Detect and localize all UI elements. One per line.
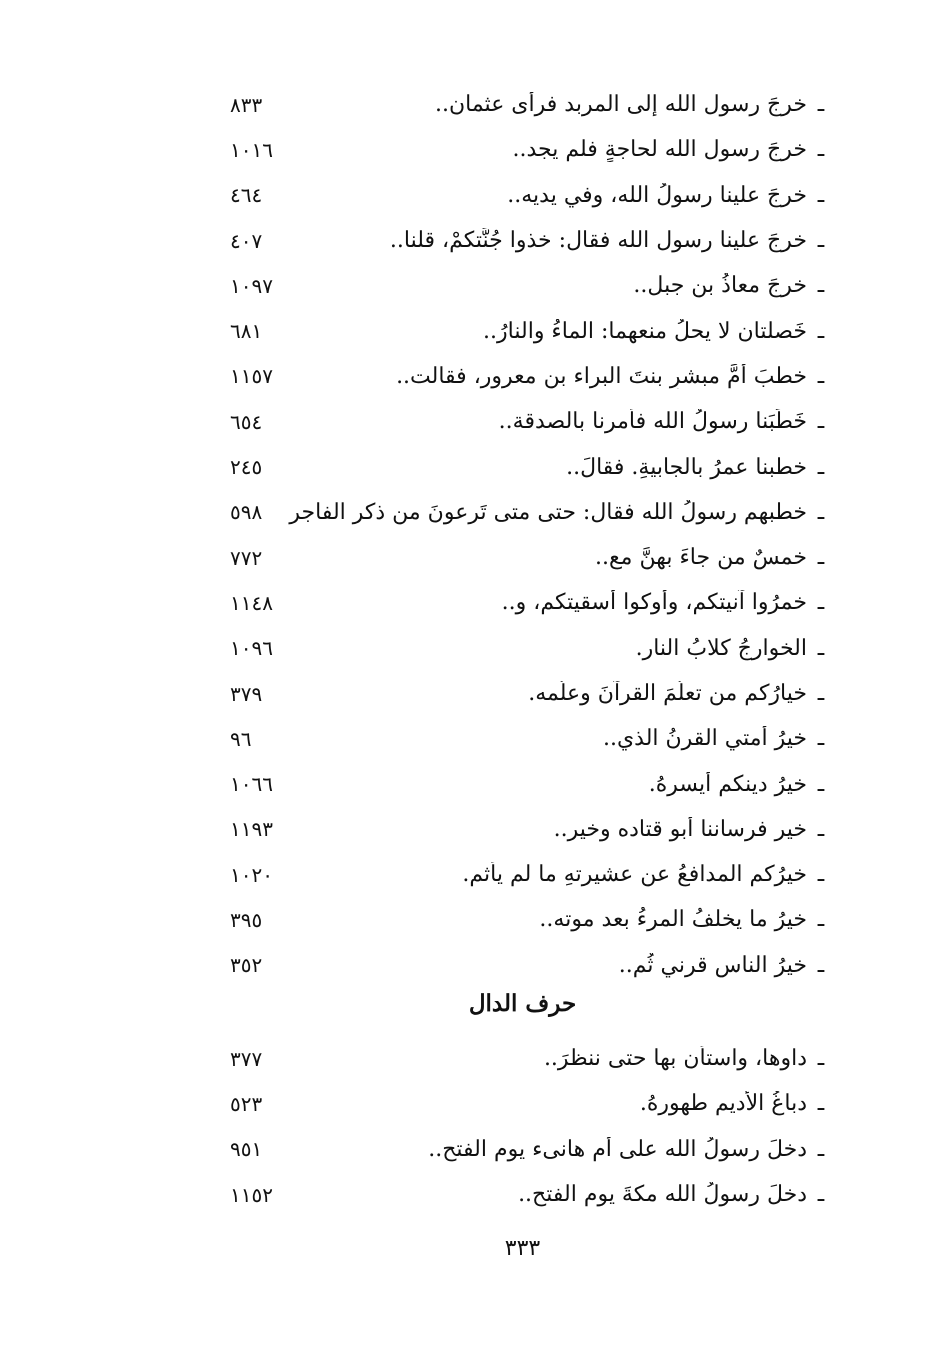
entry-page-number: ٥٩٨ (230, 500, 263, 525)
index-entry (230, 897, 835, 942)
entry-page-number: ٣٩٥ (230, 907, 263, 932)
entry-dash: ـ (817, 635, 825, 661)
index-entry (230, 490, 835, 535)
entry-page-number: ١٠١٦ (230, 137, 273, 162)
entry-page-number: ٨٣٣ (230, 92, 263, 117)
entry-dash: ـ (817, 409, 825, 435)
page-number: ٣٣٣ (504, 1236, 541, 1261)
index-entry (230, 444, 835, 489)
index-entry (230, 716, 835, 761)
entry-page-number: ٩٦ (230, 726, 252, 751)
entry-page-number: ٢٤٥ (230, 455, 263, 480)
entry-dash: ـ (817, 862, 825, 888)
index-entry (230, 263, 835, 308)
entry-dash: ـ (817, 273, 825, 299)
entry-page-number: ٥٢٣ (230, 1091, 263, 1116)
entry-dash: ـ (817, 771, 825, 797)
entry-dash: ـ (817, 816, 825, 842)
index-entry (230, 761, 835, 806)
entry-text: خرجَ علينا رسول الله فقال: خذوا جُنَّتكمْ، قلنا.. (389, 228, 807, 254)
entry-page-number: ١١٥٢ (230, 1182, 273, 1207)
entry-dash: ـ (817, 318, 825, 344)
entry-dash: ـ (817, 1091, 825, 1117)
entry-dash: ـ (817, 907, 825, 933)
entry-text: خمرُوا آنيتكم، وأوكوا أسقيتكم، و.. (501, 590, 807, 616)
entry-dash: ـ (817, 363, 825, 389)
section-title: حرف الدال (468, 990, 577, 1017)
entry-page-number: ١١٥٧ (230, 364, 273, 389)
entry-page-number: ٧٧٢ (230, 545, 263, 570)
entry-dash: ـ (817, 1046, 825, 1072)
index-entry (230, 127, 835, 172)
entry-dash: ـ (817, 952, 825, 978)
entry-page-number: ٦٨١ (230, 319, 263, 344)
entry-dash: ـ (817, 228, 825, 254)
entry-text: خرجَ معاذُ بن جبل.. (633, 273, 807, 299)
entry-text: داوها، واستأن بها حتى ننظرَ.. (543, 1046, 807, 1072)
index-entry (230, 580, 835, 625)
entry-dash: ـ (817, 182, 825, 208)
index-entry (230, 535, 835, 580)
index-entry (230, 399, 835, 444)
entry-dash: ـ (817, 590, 825, 616)
entry-text: خيارُكم من تعلّمَ القرآنَ وعلّمه. (528, 681, 807, 706)
entry-page-number: ٩٥١ (230, 1137, 263, 1162)
entry-page-number: ١٠٩٦ (230, 636, 273, 661)
index-entry (230, 1127, 835, 1172)
index-entry (230, 1172, 835, 1217)
index-entry (230, 173, 835, 218)
entry-text: دباغُ الأديمِ طهورهُ. (639, 1091, 807, 1117)
entry-text: دخلَ رسولُ الله مكةَ يوم الفتحِ.. (518, 1182, 807, 1208)
entry-dash: ـ (817, 1182, 825, 1208)
entry-text: خير فرساننا أبو قتاده وخير.. (553, 816, 807, 842)
index-entry (230, 1036, 835, 1081)
entry-page-number: ٤٠٧ (230, 228, 263, 253)
entry-text: خمسٌ من جاءَ بهنَّ مع.. (594, 545, 807, 571)
index-entry (230, 671, 835, 716)
entry-text: دخلَ رسولُ الله على أمِ هانىء يوم الفتحِ.. (428, 1136, 807, 1162)
index-entry (230, 852, 835, 897)
index-entry (230, 626, 835, 671)
entry-text: الخوارجُ كلابُ النار. (635, 635, 807, 661)
entry-page-number: ١١٤٨ (230, 590, 273, 615)
entry-dash: ـ (817, 137, 825, 163)
entry-text: خيرُ أمتي القرنُ الذي.. (602, 726, 807, 752)
entry-dash: ـ (817, 681, 825, 706)
entry-page-number: ٦٥٤ (230, 409, 263, 434)
entry-dash: ـ (817, 454, 825, 480)
entry-page-number: ٣٧٩ (230, 681, 263, 706)
entry-page-number: ٤٦٤ (230, 183, 263, 208)
entry-text: خَطَبَنا رسولُ الله فأمرنا بالصدقة.. (498, 409, 807, 435)
entry-page-number: ١١٩٣ (230, 817, 273, 842)
entry-text: خرجَ رسول الله لحاجةٍ فلم يجد.. (512, 137, 807, 163)
entry-text: خطبنا عمرُ بالجابيةِ. فقالَ.. (566, 454, 807, 480)
entry-dash: ـ (817, 1136, 825, 1162)
entry-text: خيرُ الناسِ قرني ثُم.. (618, 952, 807, 978)
index-entry (230, 943, 835, 988)
entry-text: خيرُ ما يخلفُ المرءُ بعد موته.. (539, 907, 807, 933)
entry-dash: ـ (817, 726, 825, 752)
entry-page-number: ١٠٦٦ (230, 772, 273, 797)
entry-dash: ـ (817, 499, 825, 525)
entry-text: خرجَ علينا رسولُ الله، وفي يديه.. (507, 182, 807, 208)
entry-text: خطبهم رسولُ الله فقال: حتى متى تَرعونَ من ذكر الفاجر (289, 499, 807, 525)
entry-text: خَصلتان لا يحلُ منعهما: الماءُ والنارُ.. (483, 318, 807, 344)
index-entry (230, 308, 835, 353)
entry-page-number: ٣٧٧ (230, 1046, 263, 1071)
entry-page-number: ١٠٢٠ (230, 862, 273, 887)
index-entry (230, 807, 835, 852)
entry-dash: ـ (817, 92, 825, 118)
index-entry (230, 354, 835, 399)
index-entry (230, 82, 835, 127)
entry-text: خيرُكم المدافعُ عن عشيرتهِ ما لم يأثم. (462, 862, 807, 888)
index-entry (230, 1081, 835, 1126)
entry-text: خطبَ أمَّ مبشرٍ بنتَ البراء بن معرور، فقالت.. (396, 363, 807, 389)
entry-text: خرجَ رسول الله إلى المربد فرأى عثمان.. (434, 92, 807, 118)
index-entry (230, 218, 835, 263)
entry-dash: ـ (817, 545, 825, 571)
entry-page-number: ٣٥٢ (230, 953, 263, 978)
hadith-index-dal (230, 1036, 835, 1217)
hadith-index-kha (230, 82, 835, 988)
entry-text: خيرُ دينكم أيسرهُ. (648, 771, 807, 797)
entry-page-number: ١٠٩٧ (230, 273, 273, 298)
